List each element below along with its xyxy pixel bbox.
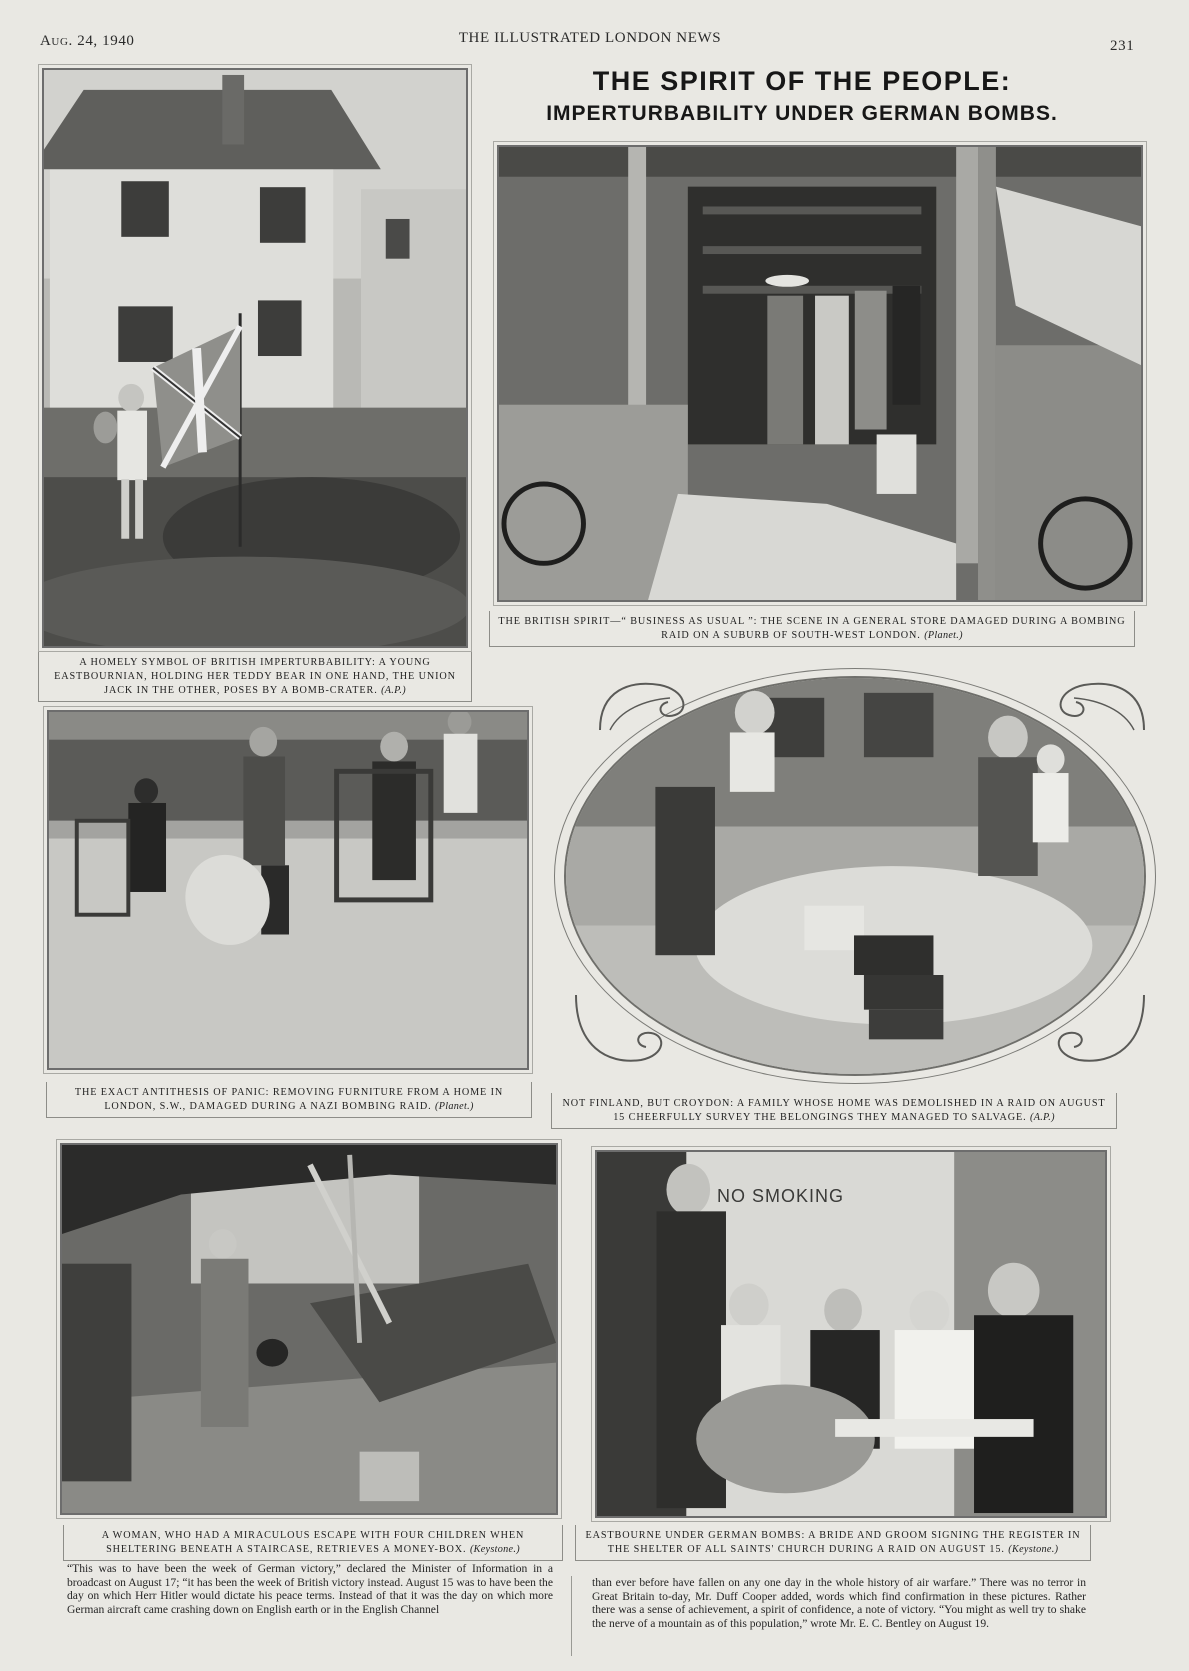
caption-wedding-in-shelter: EASTBOURNE UNDER GERMAN BOMBS: A BRIDE AND GROOM SIGNING THE REGISTER IN THE SHELTER OF ALL SAINTS' CHURCH DURING A RAID ON AUGUST 15. (Keystone.) [575,1525,1091,1561]
headline-subtitle: IMPERTURBABILITY UNDER GERMAN BOMBS. [546,102,1058,125]
scroll-ornament-top-left-icon [590,670,710,740]
issue-date: Aug. 24, 1940 [40,33,135,49]
photo-removing-furniture [47,710,529,1070]
photo-wedding-in-shelter [595,1150,1107,1518]
sign-no-smoking: NO SMOKING [717,1186,845,1206]
photo-girl-with-union-jack [42,68,468,648]
caption-woman-money-box: A WOMAN, WHO HAD A MIRACULOUS ESCAPE WITH FOUR CHILDREN WHEN SHELTERING BENEATH A STAIRCASE, RETRIEVES A MONEY-BOX. (Keystone.) [63,1525,563,1561]
caption-croydon-family: NOT FINLAND, BUT CROYDON: A FAMILY WHOSE HOME WAS DEMOLISHED IN A RAID ON AUGUST 15 CHEERFULLY SURVEY THE BELONGINGS THEY MANAGED TO SALVAGE. (A.P.) [551,1093,1117,1129]
scroll-ornament-bottom-right-icon [1034,985,1154,1075]
column-divider [571,1576,572,1656]
scroll-ornament-top-right-icon [1034,670,1154,740]
caption-general-store: THE BRITISH SPIRIT—“ BUSINESS AS USUAL ”: THE SCENE IN A GENERAL STORE DAMAGED DURING A BOMBING RAID ON A SUBURB OF SOUTH-WEST LONDON. (Planet.) [489,611,1135,647]
publication-name: THE ILLUSTRATED LONDON NEWS [458,30,722,46]
caption-girl-with-union-jack: A HOMELY SYMBOL OF BRITISH IMPERTURBABILITY: A YOUNG EASTBOURNIAN, HOLDING HER TEDDY BEAR IN ONE HAND, THE UNION JACK IN THE OTHER, POSES BY A BOMB-CRATER. (A.P.) [38,652,472,702]
caption-removing-furniture: THE EXACT ANTITHESIS OF PANIC: REMOVING FURNITURE FROM A HOME IN LONDON, S.W., DAMAGED DURING A NAZI BOMBING RAID. (Planet.) [46,1082,532,1118]
page-number: 231 [1110,38,1135,54]
headline-title: THE SPIRIT OF THE PEOPLE: [592,66,1012,96]
article-column-left: “This was to have been the week of German victory,” declared the Minister of Information in a broadcast on August 17; “it has been the week of British victory instead. August 15 was to have been the day on which Herr Hitler would dictate his peace terms. Instead of that it was the day on which more German aircraft came crashing down on English earth or in the English Channel [67,1562,553,1616]
photo-woman-money-box [60,1143,558,1515]
article-column-right: than ever before have fallen on any one day in the whole history of air warfare.” There was no terror in Great Britain to-day, Mr. Duff Cooper added, words which find confirmation in these pictures. Rather there was a sense of achievement, a spirit of confidence, a note of victory. “You might as well try to shake the nerve of a mountain as of this population,” wrote Mr. E. C. Bentley on August 19. [592,1576,1086,1630]
scroll-ornament-bottom-left-icon [566,985,686,1075]
photo-general-store [497,145,1143,602]
